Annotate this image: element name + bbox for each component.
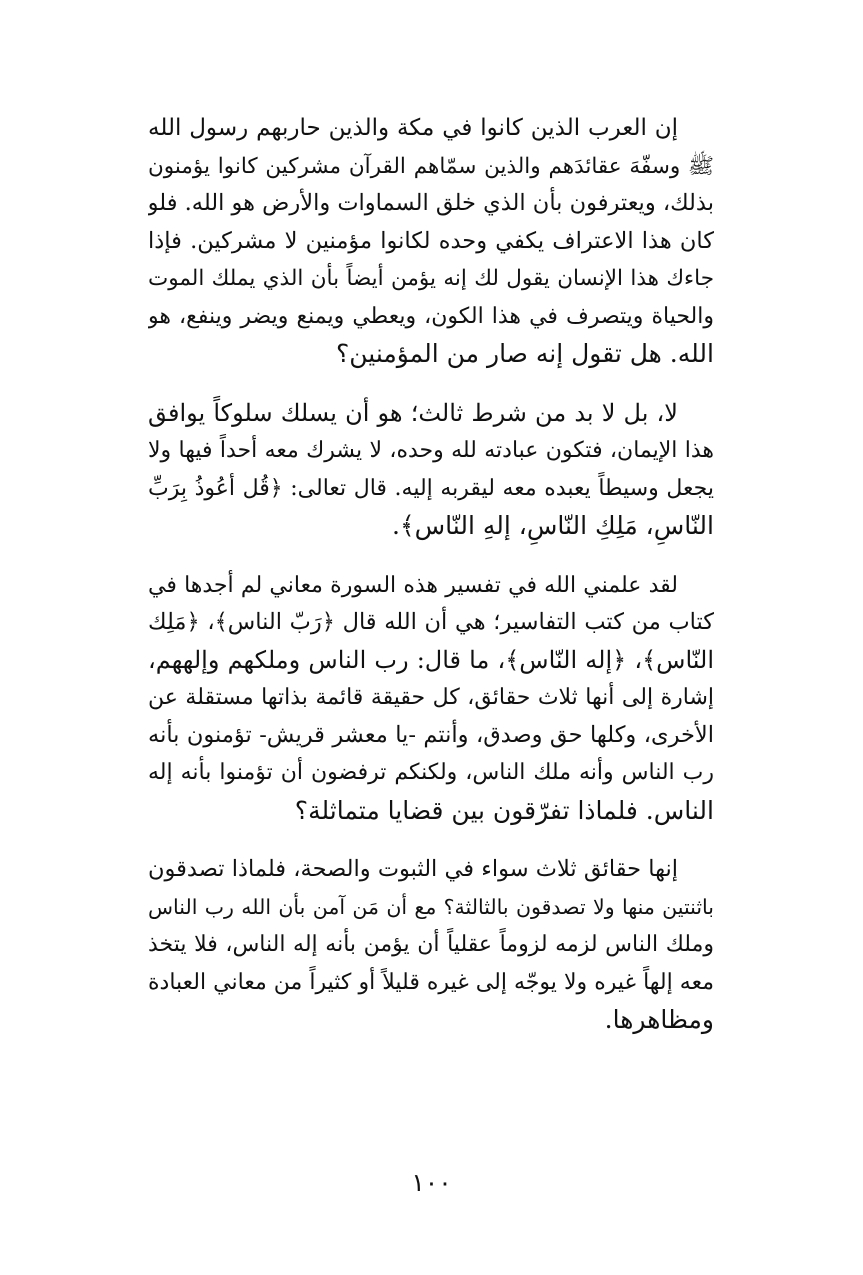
text-line: وملك الناس لزمه لزوماً عقلياً أن يؤمن بأنه إله الناس، فلا يتخذ <box>148 932 714 957</box>
text-line: جاءك هذا الإنسان يقول لك إنه يؤمن أيضاً بأن الذي يملك الموت <box>148 266 714 291</box>
paragraph <box>148 567 714 830</box>
page-number: ١٠٠ <box>411 1168 452 1197</box>
text-line: الله. هل تقول إنه صار من المؤمنين؟ <box>335 339 714 368</box>
text-line: معه إلهاً غيره ولا يوجّه إلى غيره قليلاً أو كثيراً من معاني العبادة <box>148 969 714 995</box>
text-line: لا، بل لا بد من شرط ثالث؛ هو أن يسلك سلوكاً يوافق <box>148 398 678 427</box>
text-line: باثنتين منها ولا تصدقون بالثالثة؟ مع أن مَن آمن بأن الله رب الناس <box>148 894 714 919</box>
text-line: لقد علمني الله في تفسير هذه السورة معاني لم أجدها في <box>148 572 678 598</box>
paragraph <box>148 395 714 545</box>
paragraph <box>148 851 714 1039</box>
text-line: كتاب من كتب التفاسير؛ هي أن الله قال ﴿رَبّ الناس﴾، ﴿مَلِك <box>148 609 714 635</box>
text-line: ﷺ وسفّهَ عقائدَهم والذين سمّاهم القرآن مشركين كانوا يؤمنون <box>148 153 714 179</box>
text-line: هذا الإيمان، فتكون عبادته لله وحده، لا يشرك معه أحداً فيها ولا <box>148 438 714 463</box>
text-line: بذلك، ويعترفون بأن الذي خلق السماوات والأرض هو الله. فلو <box>148 190 714 216</box>
text-line: إشارة إلى أنها ثلاث حقائق، كل حقيقة قائمة بذاتها مستقلة عن <box>148 685 714 710</box>
text-line: النّاس﴾، ﴿إله النّاس﴾، ما قال: رب الناس وملكهم وإلههم، <box>148 645 714 674</box>
paragraph <box>148 110 714 373</box>
text-line: ومظاهرها. <box>604 1005 714 1034</box>
text-line: الأخرى، وكلها حق وصدق، وأنتم -يا معشر قريش- تؤمنون بأنه <box>148 721 714 748</box>
text-line: إنها حقائق ثلاث سواء في الثبوت والصحة، فلماذا تصدقون <box>148 856 678 882</box>
text-line: يجعل وسيطاً يعبده معه ليقربه إليه. قال تعالى: ﴿قُل أعُوذُ بِرَبِّ <box>148 475 714 501</box>
body-text <box>148 110 714 1061</box>
text-line: والحياة ويتصرف في هذا الكون، ويعطي ويمنع ويضر وينفع، هو <box>148 303 714 329</box>
text-line: إن العرب الذين كانوا في مكة والذين حاربهم رسول الله <box>148 115 678 141</box>
text-line: الناس. فلماذا تفرّقون بين قضايا متماثلة؟ <box>294 795 714 825</box>
text-line: رب الناس وأنه ملك الناس، ولكنكم ترفضون أن تؤمنوا بأنه إله <box>148 760 714 785</box>
text-line: النّاسِ، مَلِكِ النّاسِ، إلهِ النّاس﴾. <box>392 511 714 540</box>
text-line: كان هذا الاعتراف يكفي وحده لكانوا مؤمنين لا مشركين. فإذا <box>148 227 714 254</box>
